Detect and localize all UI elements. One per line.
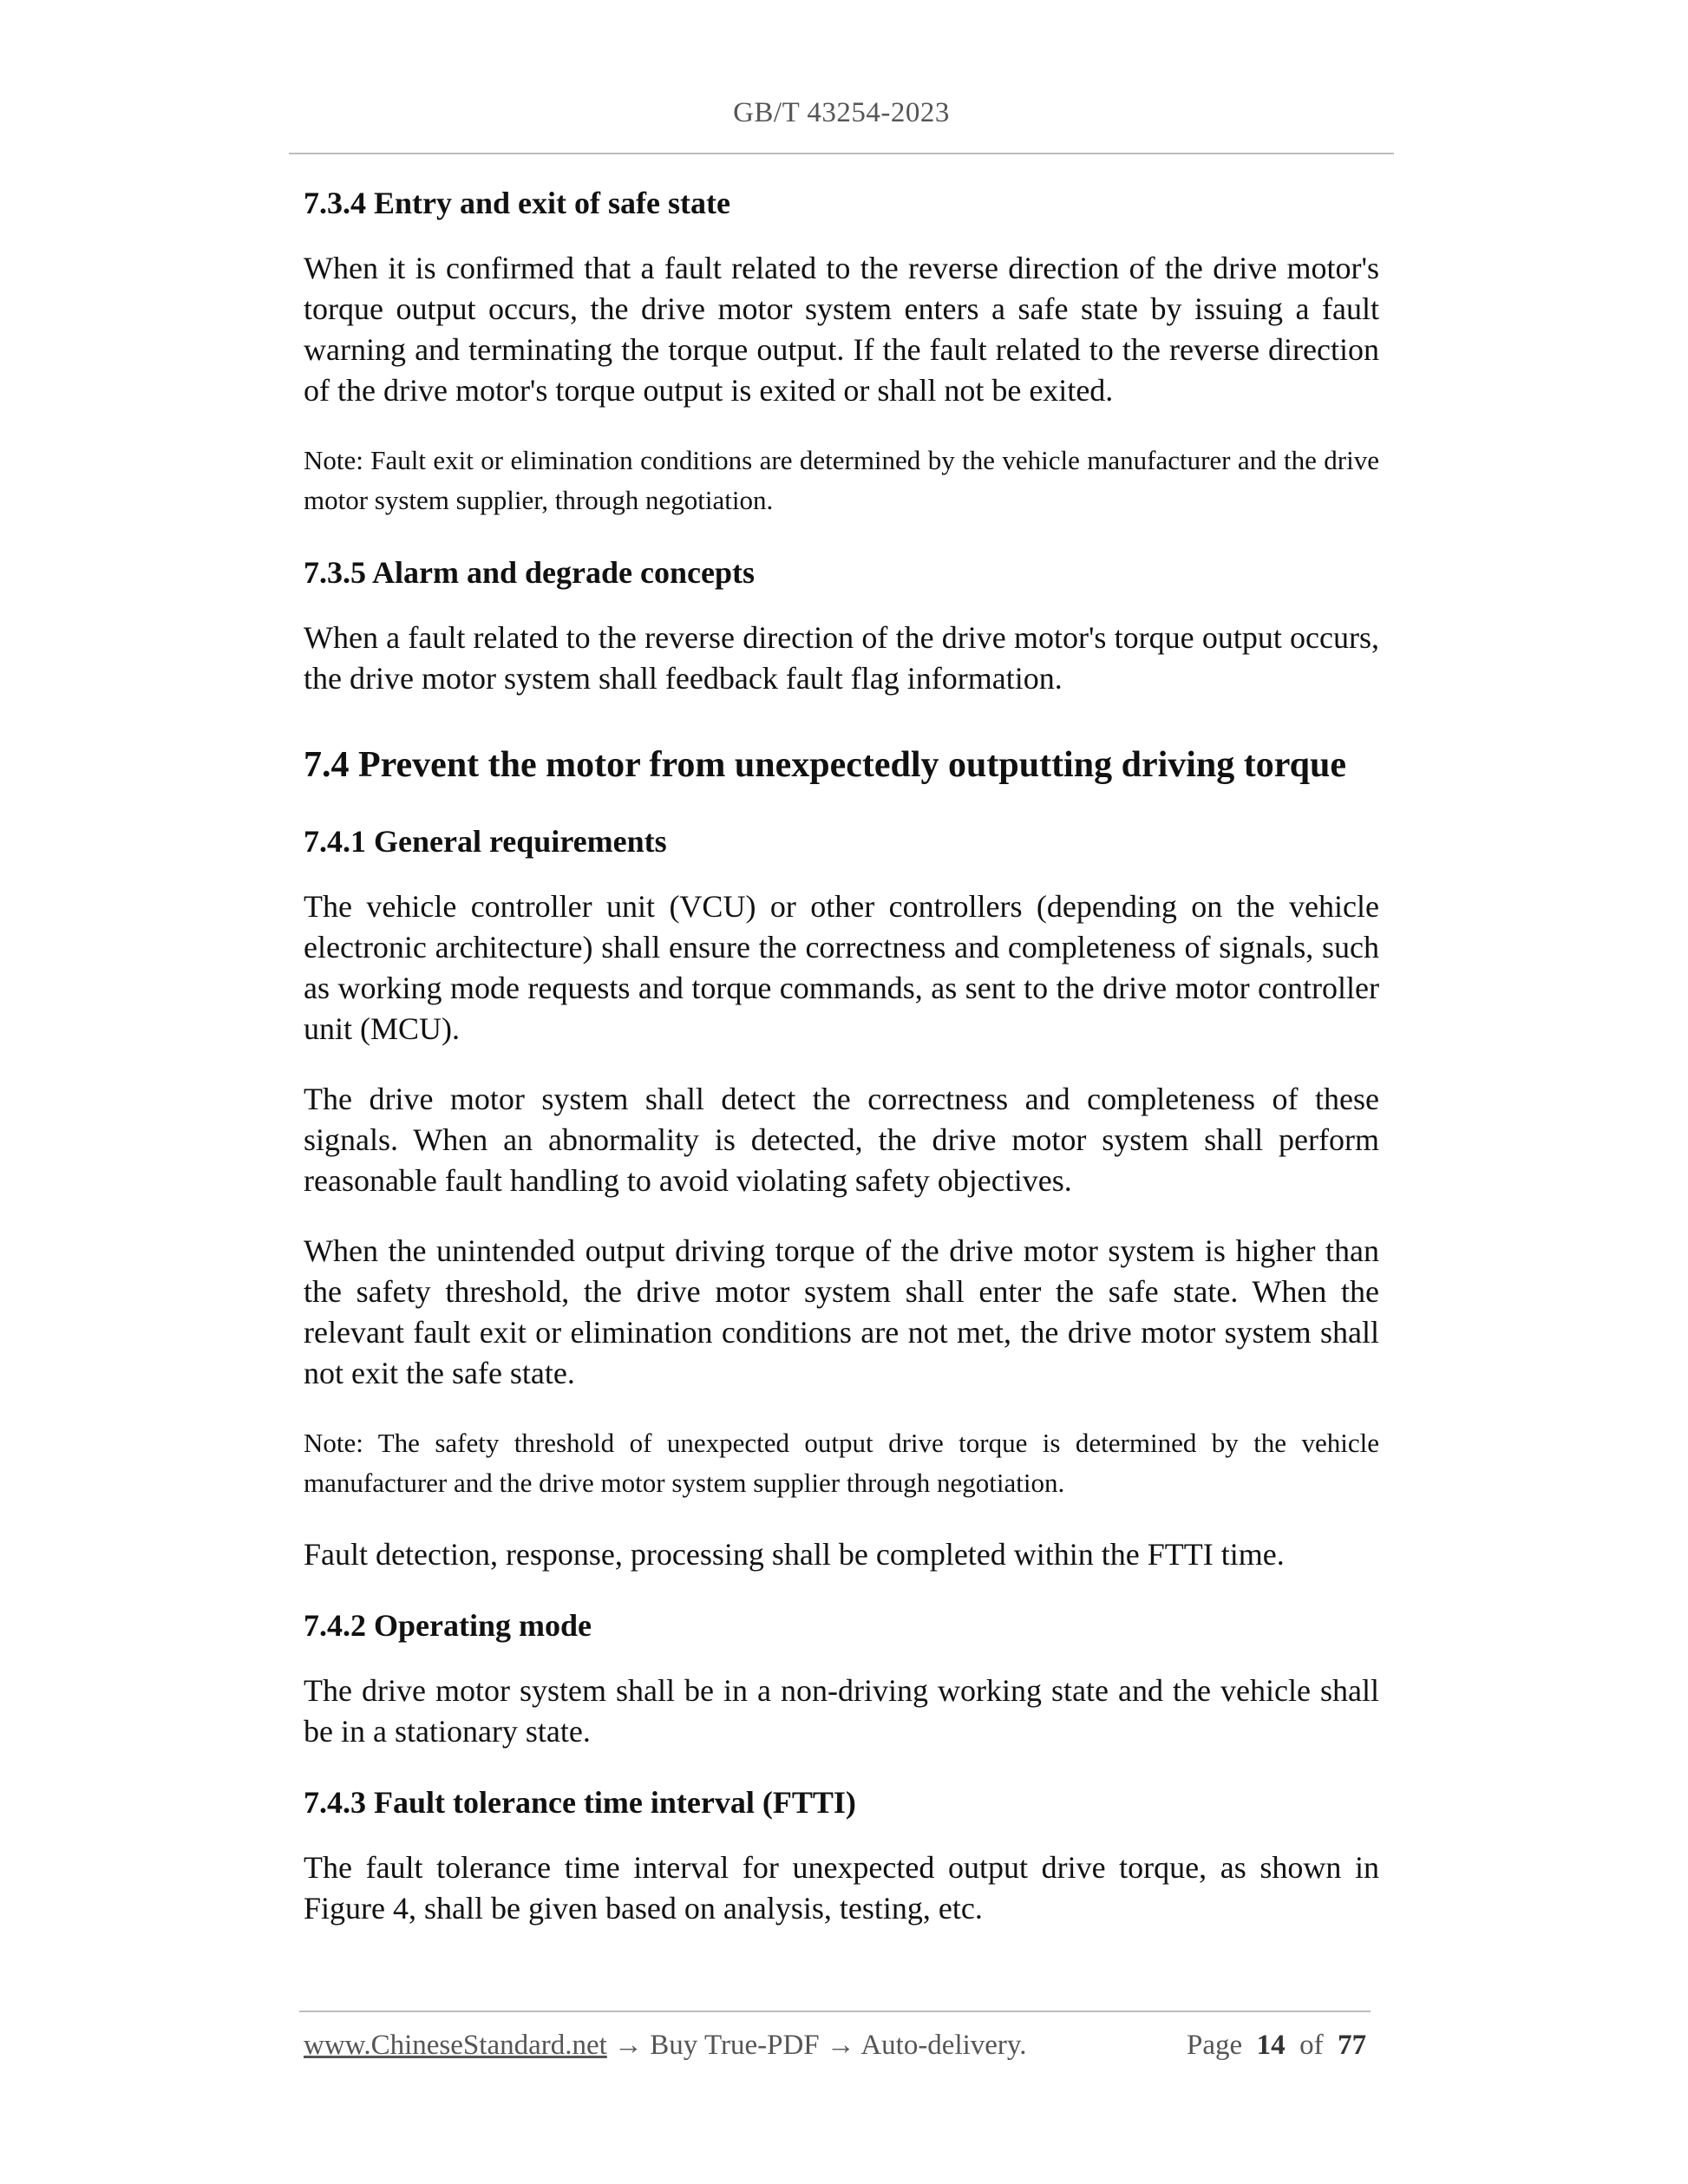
paragraph-7-4-1-b: The drive motor system shall detect the correctness and completeness of these signals. When an abnormality is detected, the drive motor system shall perform reasonable fault handling to avoid violating safety objectives.: [304, 1082, 1379, 1198]
current-page-number: 14: [1256, 2030, 1286, 2061]
paragraph-7-4-1-d: Fault detection, response, processing shall be completed within the FTTI time.: [304, 1537, 1285, 1572]
heading-7-4-2: 7.4.2 Operating mode: [304, 1608, 592, 1643]
heading-7-4-1: 7.4.1 General requirements: [304, 824, 667, 859]
heading-7-3-4: 7.3.4 Entry and exit of safe state: [304, 186, 730, 220]
paragraph-7-3-5: When a fault related to the reverse direction of the drive motor's torque output occurs, the drive motor system shall feedback fault flag information.: [304, 620, 1379, 696]
footer-divider: [299, 2011, 1371, 2012]
paragraph-7-4-1-a: The vehicle controller unit (VCU) or other controllers (depending on the vehicle electronic architecture) shall ensure the correctness and completeness of signals, such as working mode requests and torque commands, as sent to the drive motor controller unit (MCU).: [304, 889, 1379, 1046]
paragraph-7-4-3: The fault tolerance time interval for unexpected output drive torque, as shown in Figure 4, shall be given based on analysis, testing, etc.: [304, 1850, 1379, 1926]
heading-7-3-5: 7.3.5 Alarm and degrade concepts: [304, 555, 755, 590]
total-pages-number: 77: [1338, 2030, 1367, 2061]
document-body: [304, 182, 1379, 1958]
page-counter: [1187, 2030, 1366, 2062]
paragraph-7-4-2: The drive motor system shall be in a non-driving working state and the vehicle shall be in a stationary state.: [304, 1673, 1379, 1749]
of-label: of: [1299, 2030, 1324, 2061]
footer-promo: [304, 2030, 1027, 2062]
buy-pdf-text: Buy True-PDF: [650, 2030, 820, 2061]
document-id-header: GB/T 43254-2023: [733, 97, 950, 128]
arrow-right-icon: →: [614, 2030, 644, 2061]
heading-7-4-3: 7.4.3 Fault tolerance time interval (FTTI): [304, 1785, 856, 1820]
heading-7-4: 7.4 Prevent the motor from unexpectedly outputting driving torque: [304, 745, 1347, 785]
page-label: Page: [1187, 2030, 1243, 2061]
website-link[interactable]: www.ChineseStandard.net: [304, 2030, 607, 2061]
note-7-4-1: Note: The safety threshold of unexpected output drive torque is determined by the vehicle manufacturer and the drive motor system supplier through negotiation.: [304, 1428, 1379, 1498]
paragraph-7-4-1-c: When the unintended output driving torque of the drive motor system is higher than the safety threshold, the drive motor system shall enter the safe state. When the relevant fault exit or elimination conditions are not met, the drive motor system shall not exit the safe state.: [304, 1233, 1379, 1390]
note-7-3-4: Note: Fault exit or elimination conditions are determined by the vehicle manufacturer and the drive motor system supplier, through negotiation.: [304, 445, 1379, 515]
header-divider: [289, 153, 1394, 154]
auto-delivery-text: Auto-delivery.: [860, 2030, 1027, 2061]
arrow-right-icon: →: [826, 2030, 855, 2061]
paragraph-7-3-4: When it is confirmed that a fault related to the reverse direction of the drive motor's torque output occurs, the drive motor system enters a safe state by issuing a fault warning and terminating the torque output. If the fault related to the reverse direction of the drive motor's torque output is exited or shall not be exited.: [304, 251, 1379, 408]
